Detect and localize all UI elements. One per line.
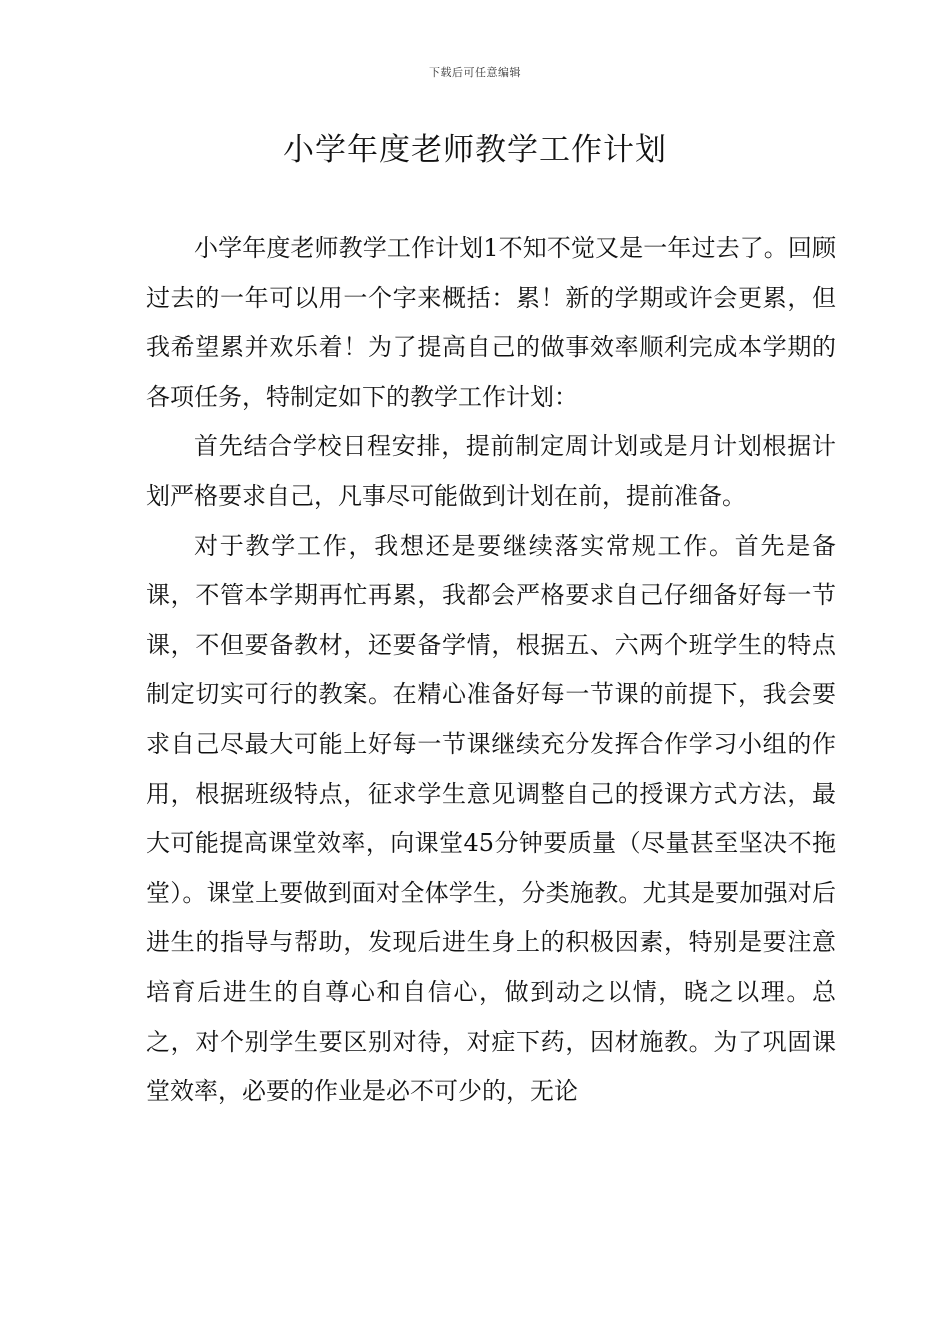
paragraph-teaching-work: 对于教学工作，我想还是要继续落实常规工作。首先是备课，不管本学期再忙再累，我都会严格要求自己仔细备好每一节课，不但要备教材，还要备学情，根据五、六两个班学生的特点制定切实可行的教案。在精心准备好每一节课的前提下，我会要求自己尽最大可能上好每一节课继续充分发挥合作学习小组的作用，根据班级特点，征求学生意见调整自己的授课方式方法，最大可能提高课堂效率，向课堂45分钟要质量（尽量甚至坚决不拖堂）。课堂上要做到面对全体学生，分类施教。尤其是要加强对后进生的指导与帮助，发现后进生身上的积极因素，特别是要注意培育后进生的自尊心和自信心，做到动之以情，晓之以理。总之，对个别学生要区别对待，对症下药，因材施教。为了巩固课堂效率，必要的作业是必不可少的，无论 [146,531,836,1106]
document-title: 小学年度老师教学工作计划 [283,132,667,168]
document-body [146,224,836,1117]
paragraph-intro: 小学年度老师教学工作计划1不知不觉又是一年过去了。回顾过去的一年可以用一个字来概括：累！新的学期或许会更累，但我希望累并欢乐着！为了提高自己的做事效率顺利完成本学期的各项任务，特制定如下的教学工作计划： [146,234,836,411]
paragraph-planning: 首先结合学校日程安排，提前制定周计划或是月计划根据计划严格要求自己，凡事尽可能做到计划在前，提前准备。 [146,432,836,510]
header-note: 下载后可任意编辑 [429,66,521,79]
